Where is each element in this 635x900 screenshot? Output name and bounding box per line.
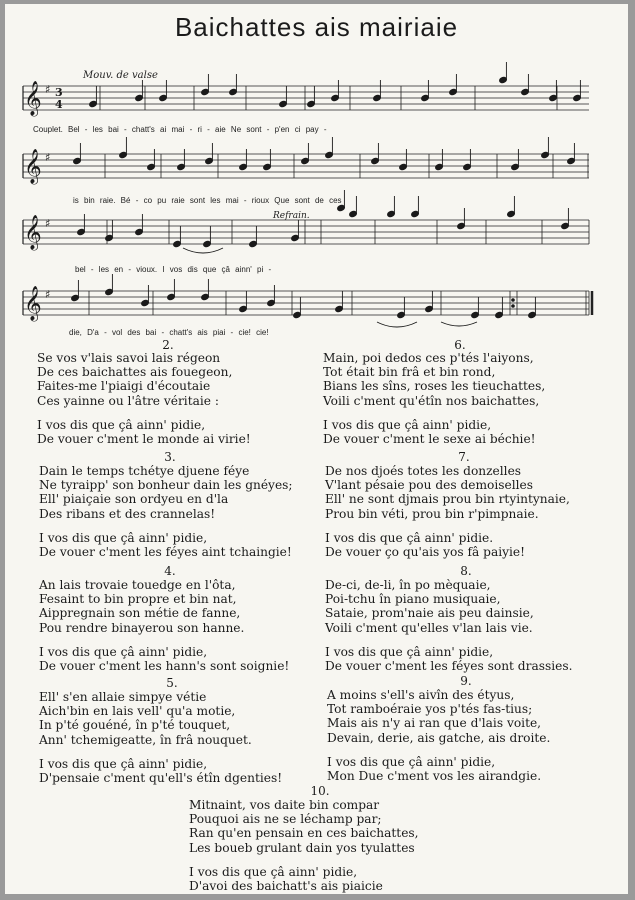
refrain-line: I vos dis que çâ ainn' pidie, xyxy=(327,754,496,769)
tie-slur xyxy=(441,322,477,326)
verse-line: Ell' ne sont djmais prou bin rtyintynaie, xyxy=(325,492,570,507)
verse-line: Les boueb grulant dain yos tyulattes xyxy=(189,840,415,855)
verse-line: Ell' s'en allaie simpye vétie xyxy=(39,690,207,704)
refrain-line: I vos dis que çâ ainn' pidie, xyxy=(39,756,208,771)
lyrics-line-4: die, D'a - vol des bai - chatt's ais piai - cie! cie! xyxy=(69,328,269,337)
stanza xyxy=(325,578,572,673)
refrain-line: Mon Due c'ment vos les airandgie. xyxy=(327,769,542,784)
refrain-line: I vos dis que çâ ainn' pidie, xyxy=(323,417,492,432)
verse-line: In p'té gouéné, în p'té touquet, xyxy=(39,718,231,733)
stanza xyxy=(189,798,419,893)
treble-clef-icon: 𝄞 xyxy=(24,215,42,250)
stanza xyxy=(39,690,282,785)
refrain-line: I vos dis que çâ ainn' pidie, xyxy=(39,530,208,545)
sharp-icon: ♯ xyxy=(45,83,51,96)
lyrics-line-1: Couplet. Bel - les bai - chatt's ai mai - ri - aie Ne sont - p'en ci pay - xyxy=(33,125,327,134)
refrain-line: De vouer ço qu'ais yos fâ paiyie! xyxy=(325,545,526,560)
verse-line: Voili c'ment qu'étîn nos baichattes, xyxy=(323,393,540,408)
verse-line: Se vos v'lais savoi lais régeon xyxy=(37,351,221,365)
refrain-line: De vouer c'ment le sexe ai béchie! xyxy=(323,432,536,447)
tempo-marking: Mouv. de valse xyxy=(83,70,158,81)
verse-line: Voili c'ment qu'elles v'lan lais vie. xyxy=(325,620,533,635)
refrain-line: I vos dis que çâ ainn' pidie, xyxy=(325,644,494,659)
verse-line: Mais ais n'y ai ran que d'lais voite, xyxy=(327,716,542,731)
stanza-number: 8. xyxy=(460,564,472,578)
verse-line: Fesaint to bin propre et bin nat, xyxy=(39,592,237,607)
stanza-number: 6. xyxy=(454,338,466,352)
stanza xyxy=(37,351,251,446)
time-signature: 3 xyxy=(55,86,63,99)
stanza-number: 3. xyxy=(164,450,176,464)
time-signature: 4 xyxy=(55,98,63,111)
verse-line: Main, poi dedos ces p'tés l'aiyons, xyxy=(323,351,534,365)
tie-slur xyxy=(183,248,223,253)
lyrics-line-3: bel - les en - vioux. I vos dis que çâ ainn' pi - xyxy=(75,265,272,274)
refrain-line: De vouer c'ment les féyes aint tchaingie! xyxy=(39,545,292,560)
verse-line: Pou rendre binayerou son hanne. xyxy=(39,620,245,635)
refrain-line: De vouer c'ment les féyes sont drassies. xyxy=(325,659,573,674)
verse-line: Aippregnain son métie de fanne, xyxy=(39,606,241,621)
refrain-line: D'pensaie c'ment qu'ell's étîn dgenties! xyxy=(39,771,283,786)
verse-line: Prou bin véti, prou bin r'pimpnaie. xyxy=(325,506,539,521)
sharp-icon: ♯ xyxy=(45,288,51,301)
stanza xyxy=(327,688,550,783)
verse-line: Ran qu'en pensain en ces baichattes, xyxy=(189,826,419,841)
verse-line: Dain le temps tchétye djuene féye xyxy=(39,464,250,478)
verse-line: Aich'bin en lais vell' qu'a motie, xyxy=(39,704,236,719)
stanza-number: 7. xyxy=(458,450,470,464)
stanza xyxy=(325,464,570,559)
stanza-number: 4. xyxy=(164,564,176,578)
refrain-line: I vos dis que çâ ainn' pidie, xyxy=(39,644,208,659)
refrain-marking: Refrain. xyxy=(273,211,310,221)
refrain-line: I vos dis que çâ ainn' pidie, xyxy=(189,864,358,879)
verse-line: De nos djoés totes les donzelles xyxy=(325,464,522,478)
stanza xyxy=(39,464,293,559)
verse-line: Poi-tchu în piano musiquaie, xyxy=(325,592,501,607)
sharp-icon: ♯ xyxy=(45,217,51,230)
music-score xyxy=(5,4,628,334)
refrain-line: I vos dis que çâ ainn' pidie, xyxy=(37,417,206,432)
stanza xyxy=(39,578,289,673)
verse-line: Des ribans et des crannelas! xyxy=(39,506,216,521)
stanza xyxy=(323,351,545,446)
refrain-line: De vouer c'ment les hann's sont soignie! xyxy=(39,659,290,674)
verse-line: A moins s'ell's aivîn des étyus, xyxy=(327,688,515,702)
treble-clef-icon: 𝄞 xyxy=(24,81,42,116)
verse-line: Ell' piaiçaie son ordyeu en d'la xyxy=(39,492,229,507)
verse-line: Tot ramboéraie yos p'tés fas-tius; xyxy=(327,702,533,717)
verse-line: V'lant pésaie pou des demoiselles xyxy=(325,478,533,493)
refrain-line: I vos dis que çâ ainn' pidie. xyxy=(325,530,494,545)
stanza-number: 2. xyxy=(162,338,174,352)
verse-line: De ces baichattes ais fouegeon, xyxy=(37,365,233,380)
verse-line: De-ci, de-li, în po mèquaie, xyxy=(325,578,491,592)
verse-line: Devain, derie, ais gatche, ais droite. xyxy=(327,730,551,745)
stanza-number: 10. xyxy=(310,784,330,798)
refrain-line: De vouer c'ment le monde ai virie! xyxy=(37,432,251,447)
verse-line: Pouquoi ais ne se léchamp par; xyxy=(189,812,382,827)
verse-line: Ann' tchemigeatte, în frâ nouquet. xyxy=(39,732,252,747)
verse-line: Faites-me l'piaigi d'écoutaie xyxy=(37,379,211,394)
verse-line: Mitnaint, vos daite bin compar xyxy=(189,798,380,812)
sharp-icon: ♯ xyxy=(45,151,51,164)
repeat-dot xyxy=(512,305,515,308)
verse-line: Ne tyraipp' son bonheur dain les gnéyes; xyxy=(39,478,293,493)
sheet-music-page xyxy=(5,4,628,894)
treble-clef-icon: 𝄞 xyxy=(24,286,42,321)
stanza-number: 5. xyxy=(166,676,178,690)
repeat-dot xyxy=(512,299,515,302)
refrain-line: D'avoi des baichatt's ais piaicie xyxy=(189,879,383,894)
verse-line: An lais trovaie touedge en l'ôta, xyxy=(39,578,236,592)
song-title: Baichattes ais mairiaie xyxy=(174,12,459,42)
verse-line: Ces yainne ou l'âtre véritaie : xyxy=(37,393,219,408)
tie-slur xyxy=(377,322,417,327)
lyrics-line-2: is bin raie. Bé - co pu raie sont les mai - rioux Que sont de ces xyxy=(73,196,342,205)
stanza-number: 9. xyxy=(460,674,472,688)
verse-line: Bians les sîns, roses les tieuchattes, xyxy=(323,379,546,394)
verse-line: Sataie, prom'naie ais peu dainsie, xyxy=(325,606,534,621)
verse-line: Tot était bin frâ et bin rond, xyxy=(323,365,496,380)
treble-clef-icon: 𝄞 xyxy=(24,149,42,184)
